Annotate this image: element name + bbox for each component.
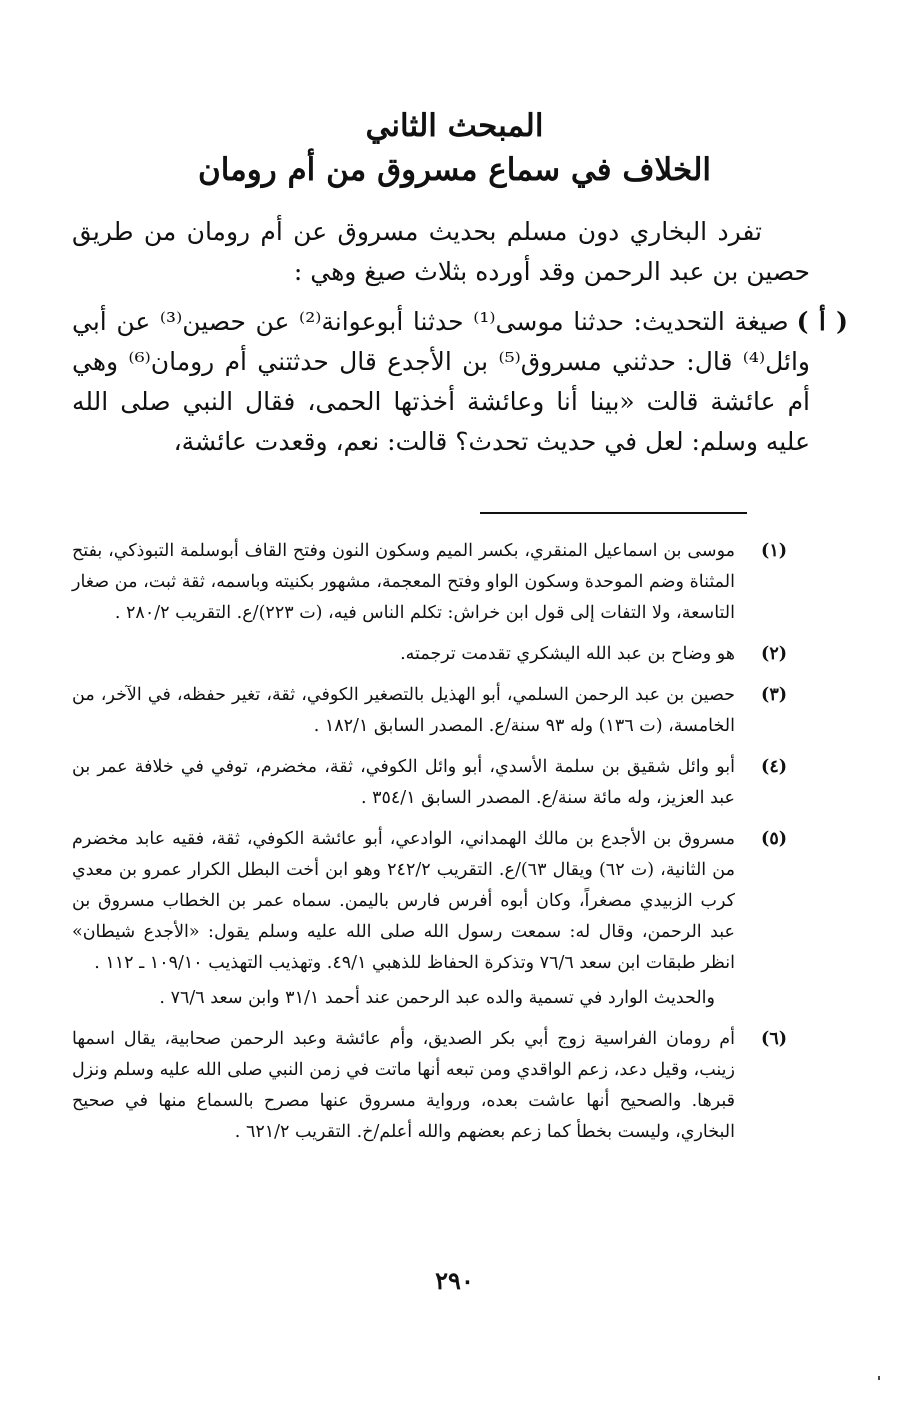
footnote-6 [72,1024,787,1148]
footnote-text: مسروق بن الأجدع بن مالك الهمداني، الوادعي، أبو عائشة الكوفي، ثقة، فقيه عابد مخضرم من الثانية، (ت ٦٢) ويقال ٦٣)/ع. التقريب ٢٤٢/٢ وهو ابن أخت البطل الكرار عمرو بن معدي كرب الزبيدي مصغراً، وكان أبوه أفرس فارس باليمن. سماه عمر بن الخطاب مسروق بن عبد الرحمن، وقال له: سمعت رسول الله صلى الله عليه وسلم يقول: «الأجدع شيطان» انظر طبقات ابن سعد ٧٦/٦ وتذكرة الحفاظ للذهبي ٤٩/١. وتهذيب التهذيب ١٠٩/١٠ ـ ١١٢ . [72,829,735,973]
page-number: ٢٩٠ [435,1266,474,1295]
intro-paragraph: تفرد البخاري دون مسلم بحديث مسروق عن أم رومان من طريق حصين بن عبد الرحمن وقد أورده بثلاث صيغ وهي : [72,217,810,286]
footnote-number: (٢) [761,644,787,664]
footnote-number: (٥) [761,829,787,849]
footnote-text: أبو وائل شقيق بن سلمة الأسدي، أبو وائل الكوفي، ثقة، مخضرم، توفي في خلافة عمر بن عبد العزيز، وله مائة سنة/ع. المصدر السابق ٣٥٤/١ . [72,757,735,808]
footnote-number: (٤) [761,757,787,777]
section-title: الخلاف في سماع مسروق من أم رومان [197,152,712,188]
footnote-separator [480,512,747,514]
footnote-text: موسى بن اسماعيل المنقري، بكسر الميم وسكون النون وفتح القاف أبوسلمة التبوذكي، بفتح المثناة وضم الموحدة وسكون الواو وفتح المعجمة، مشهور بكنيته وباسمه، ثقة ثبت، من صغار التاسعة، ولا التفات إلى قول ابن خراش: تكلم الناس فيه، (ت ٢٢٣)/ع. التقريب ٢٨٠/٢ . [72,541,735,623]
paragraph-text: صيغة التحديث: حدثنا موسى⁽¹⁾ حدثنا أبوعوانة⁽²⁾ عن حصين⁽³⁾ عن أبي وائل⁽⁴⁾ قال: حدثني مسروق⁽⁵⁾ بن الأجدع قال حدثتني أم رومان⁽⁶⁾ وهي أم عائشة قالت «بينا أنا وعائشة أخذتها الحمى، فقال النبي صلى الله عليه وسلم: لعل في حديث تحدث؟ قالت: نعم، وقعدت عائشة، [72,307,810,456]
footnote-2 [72,639,787,670]
footnote-text: هو وضاح بن عبد الله اليشكري تقدمت ترجمته. [400,644,735,664]
footnote-continuation: والحديث الوارد في تسمية والده عبد الرحمن عند أحمد ٣١/١ وابن سعد ٧٦/٦ . [159,988,715,1008]
scan-speck [878,1376,880,1380]
footnotes [72,536,787,1158]
paragraph-marker: ( أ ) [796,307,848,336]
footnote-5 [72,824,787,1014]
footnote-1 [72,536,787,629]
footnote-text: حصين بن عبد الرحمن السلمي، أبو الهذيل بالتصغير الكوفي، ثقة، تغير حفظه، في الآخر، من الخامسة، (ت ١٣٦) وله ٩٣ سنة/ع. المصدر السابق ١٨٢/١ . [72,685,735,736]
footnote-number: (٦) [761,1029,787,1049]
section-heading: المبحث الثاني [365,108,544,144]
footnote-3 [72,680,787,742]
paragraph-a [72,302,848,462]
footnote-number: (٣) [761,685,787,705]
footnote-number: (١) [761,541,787,561]
footnote-text: أم رومان الفراسية زوج أبي بكر الصديق، وأم عائشة وعبد الرحمن صحابية، يقال اسمها زينب، وقيل دعد، زعم الواقدي ومن تبعه أنها ماتت في زمن النبي صلى الله عليه وسلم ونزل قبرها. والصحيح أنها عاشت بعده، ورواية مسروق عنها مصرح بالسماع منها في صحيح البخاري، وليست بخطأ كما زعم بعضهم والله أعلم/خ. التقريب ٦٢١/٢ . [72,1029,735,1142]
footnote-4 [72,752,787,814]
